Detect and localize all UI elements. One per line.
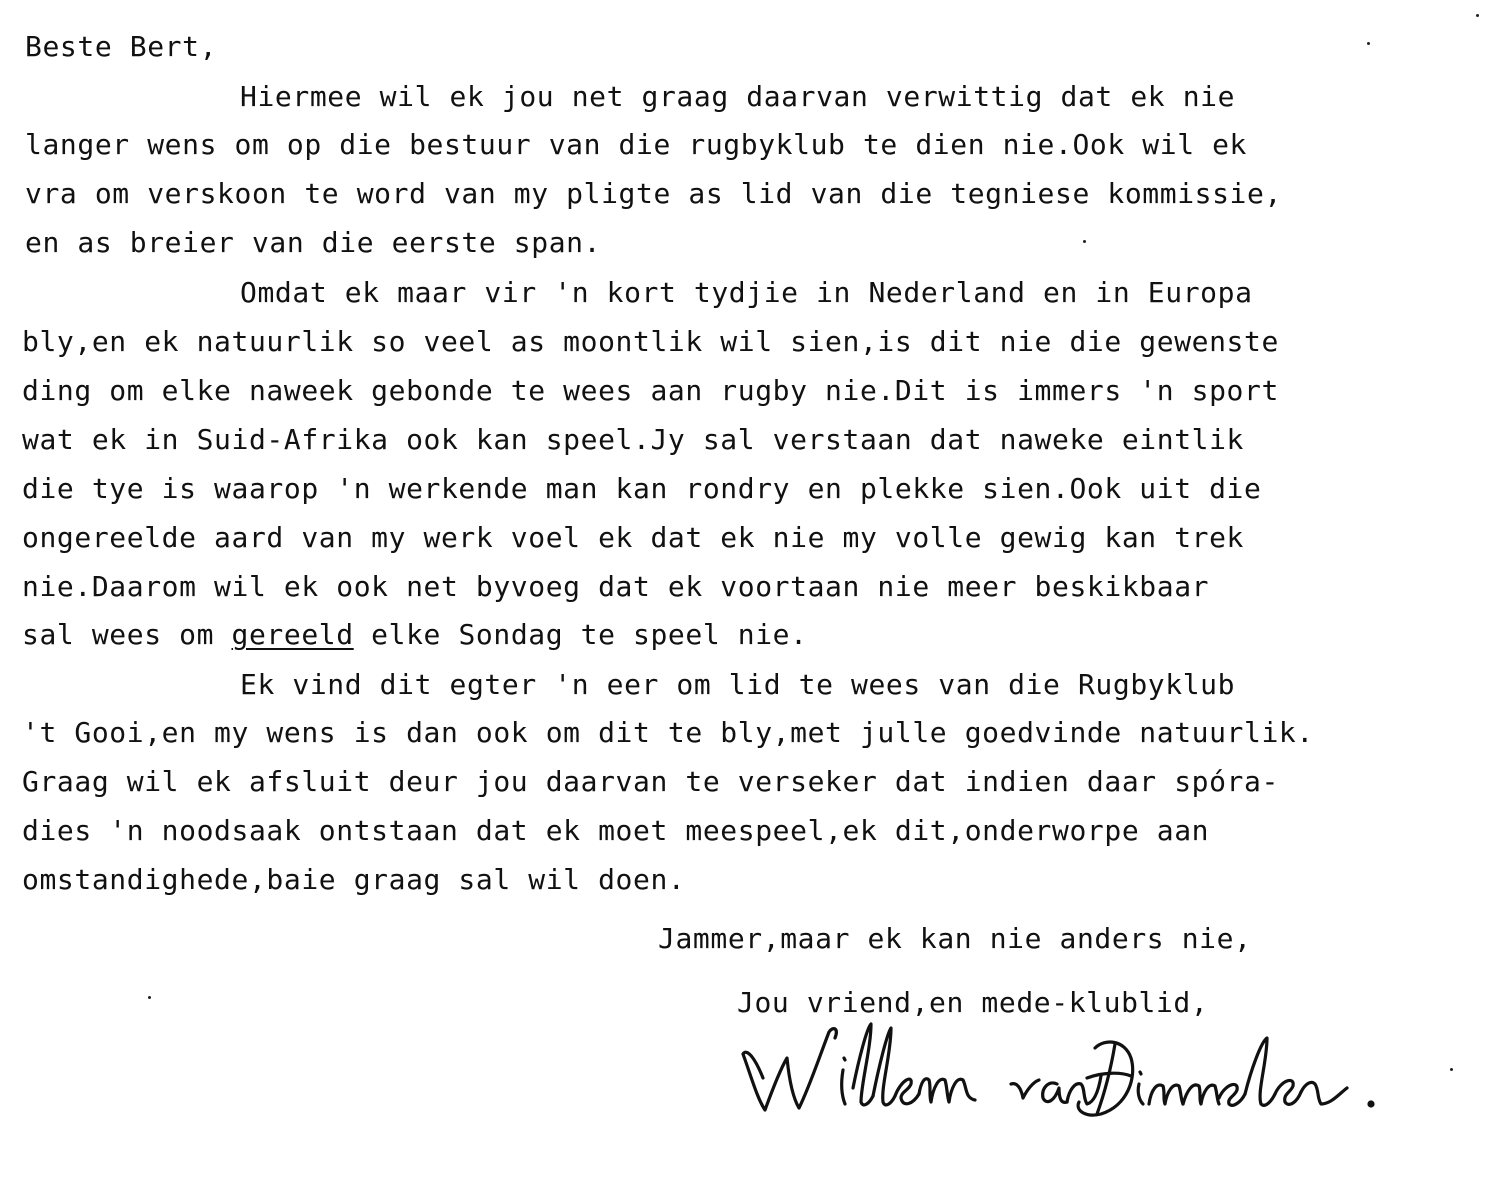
speck <box>1367 42 1370 45</box>
paragraph1-line: vra om verskoon te word van my pligte as lid van die tegniese kommissie, <box>25 177 1282 210</box>
paragraph2-line: ding om elke naweek gebonde te wees aan rugby nie.Dit is immers 'n sport <box>22 374 1279 407</box>
paragraph2-line: die tye is waarop 'n werkende man kan rondry en plekke sien.Ook uit die <box>22 472 1262 505</box>
text-after-underline: elke Sondag te speel nie. <box>353 618 808 651</box>
speck <box>148 996 151 999</box>
speck <box>1476 14 1479 17</box>
paragraph2-line: bly,en ek natuurlik so veel as moontlik wil sien,is dit nie die gewenste <box>22 325 1279 358</box>
paragraph3-line: Ek vind dit egter 'n eer om lid te wees van die Rugbyklub <box>240 668 1236 701</box>
paragraph1-line: en as breier van die eerste span. <box>25 226 602 259</box>
paragraph3-line: dies 'n noodsaak ontstaan dat ek moet meespeel,ek dit,onderworpe aan <box>22 814 1210 847</box>
speck <box>1450 1068 1453 1071</box>
paragraph1-line: langer wens om op die bestuur van die rugbyklub te dien nie.Ook wil ek <box>25 128 1248 161</box>
paragraph3-line: omstandighede,baie graag sal wil doen. <box>22 863 686 896</box>
text-before-underline: sal wees om <box>22 618 232 651</box>
paragraph2-line: wat ek in Suid-Afrika ook kan speel.Jy sal verstaan dat naweke eintlik <box>22 423 1245 456</box>
underlined-word: gereeld <box>231 618 354 651</box>
closing-line: Jou vriend,en mede-klublid, <box>737 986 1209 1019</box>
paragraph3-line: 't Gooi,en my wens is dan ook om dit te bly,met julle goedvinde natuurlik. <box>22 716 1314 749</box>
speck <box>1083 240 1086 243</box>
paragraph2-line: ongereelde aard van my werk voel ek dat ek nie my volle gewig kan trek <box>22 521 1245 554</box>
paragraph1-line: Hiermee wil ek jou net graag daarvan verwittig dat ek nie <box>240 80 1236 113</box>
salutation: Beste Bert, <box>25 30 218 63</box>
paragraph3-line: Graag wil ek afsluit deur jou daarvan te verseker dat indien daar spóra- <box>22 765 1279 798</box>
paragraph2-line: nie.Daarom wil ek ook net byvoeg dat ek voortaan nie meer beskikbaar <box>22 570 1210 603</box>
paragraph2-last-line <box>22 618 808 652</box>
paragraph2-line: Omdat ek maar vir 'n kort tydjie in Nederland en in Europa <box>240 276 1253 309</box>
closing-line: Jammer,maar ek kan nie anders nie, <box>658 922 1252 955</box>
handwritten-signature <box>735 1018 1455 1118</box>
